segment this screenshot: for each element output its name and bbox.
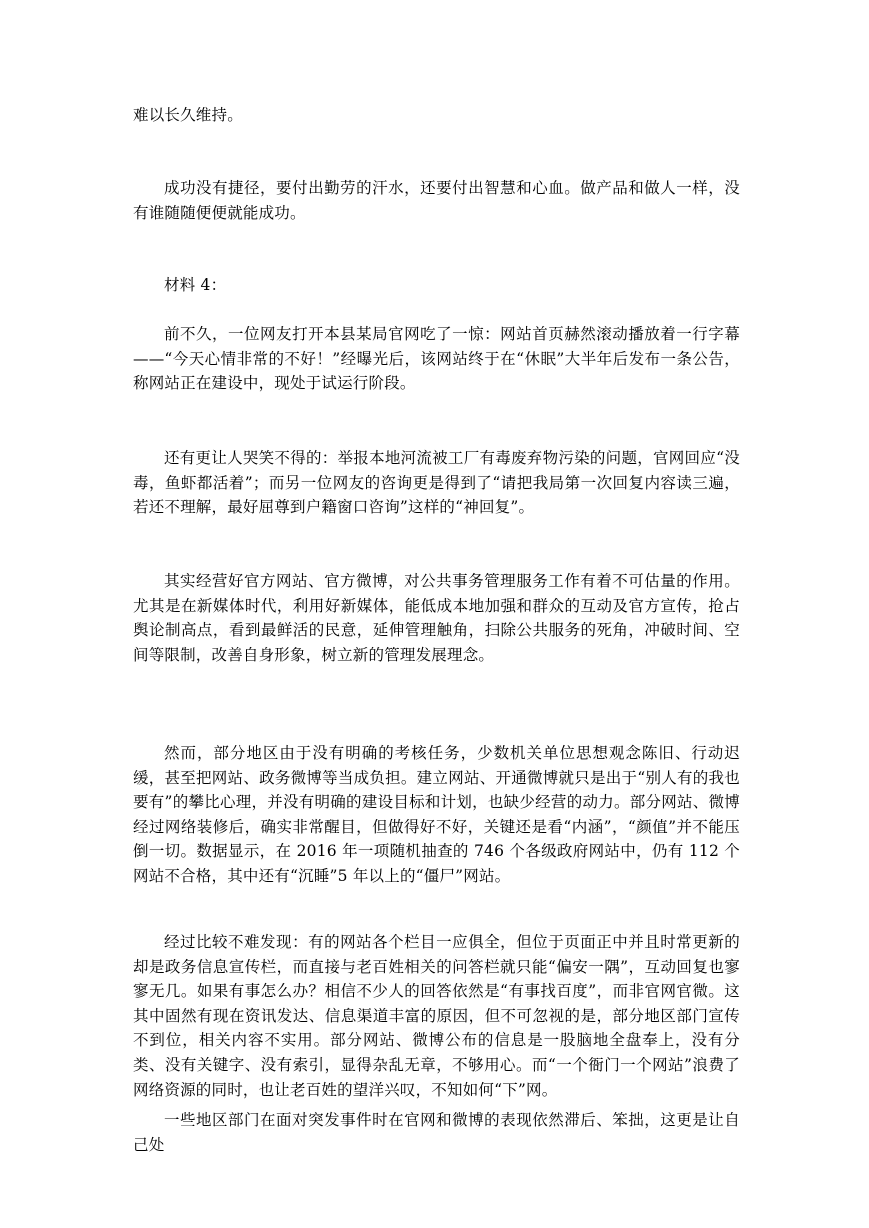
paragraph-continuation: 难以长久维持。 (133, 106, 243, 124)
paragraph-official-media-value: 其实经营好官方网站、官方微博，对公共事务管理服务工作有着不可估量的作用。尤其是在新媒体时代，利用好新媒体，能低成本地加强和群众的互动及官方宣传，抢占舆论制高点，看到最鲜活的民意，延伸管理触角，扫除公共服务的死角，冲破时间、空间等限制，改善自身形象，树立新的管理发展理念。 (133, 572, 740, 664)
paragraph-comparison: 经过比较不难发现：有的网站各个栏目一应俱全，但位于页面正中并且时常更新的却是政务信息宣传栏，而直接与老百姓相关的问答栏就只能“偏安一隅”，互动回复也寥寥无几。如果有事怎么办？相信不少人的回答依然是“有事找百度”，而非官网官微。这其中固然有现在资讯发达、信息渠道丰富的原因，但不可忽视的是，部分地区部门宣传不到位，相关内容不实用。部分网站、微博公布的信息是一股脑地全盘奉上，没有分类、没有关键字、没有索引，显得杂乱无章，不够用心。而“一个衙门一个网站”浪费了网络资源的同时，也让老百姓的望洋兴叹，不知如何“下”网。 (133, 933, 740, 1099)
paragraph-success: 成功没有捷径，要付出勤劳的汗水，还要付出智慧和心血。做产品和做人一样，没有谁随随便便就能成功。 (133, 179, 740, 222)
material-heading: 材料 4： (164, 276, 227, 294)
paragraph-website-incident: 前不久，一位网友打开本县某局官网吃了一惊：网站首页赫然滚动播放着一行字幕——“今天心情非常的不好！”经曝光后，该网站终于在“休眠”大半年后发布一条公告，称网站正在建设中，现处于试运行阶段。 (133, 325, 740, 393)
paragraph-problems: 然而，部分地区由于没有明确的考核任务，少数机关单位思想观念陈旧、行动迟缓，甚至把网站、政务微博等当成负担。建立网站、开通微博就只是出于“别人有的我也要有”的攀比心理，并没有明确的建设目标和计划，也缺少经营的动力。部分网站、微博经过网络装修后，确实非常醒目，但做得好不好，关键还是看“内涵”，“颜值”并不能压倒一切。数据显示，在 2016 年一项随机抽查的 746 个各级政府网站中，仍有 112 个网站不合格，其中还有“沉睡”5 年以上的“僵尸”网站。 (133, 744, 740, 885)
paragraph-emergency: 一些地区部门在面对突发事件时在官网和微博的表现依然滞后、笨拙，这更是让自己处 (133, 1111, 740, 1154)
paragraph-ridiculous-replies: 还有更让人哭笑不得的：举报本地河流被工厂有毒废弃物污染的问题，官网回应“没毒，鱼虾都活着”；而另一位网友的咨询更是得到了“请把我局第一次回复内容读三遍，若还不理解，最好屈尊到户籍窗口咨询”这样的“神回复”。 (133, 449, 740, 517)
